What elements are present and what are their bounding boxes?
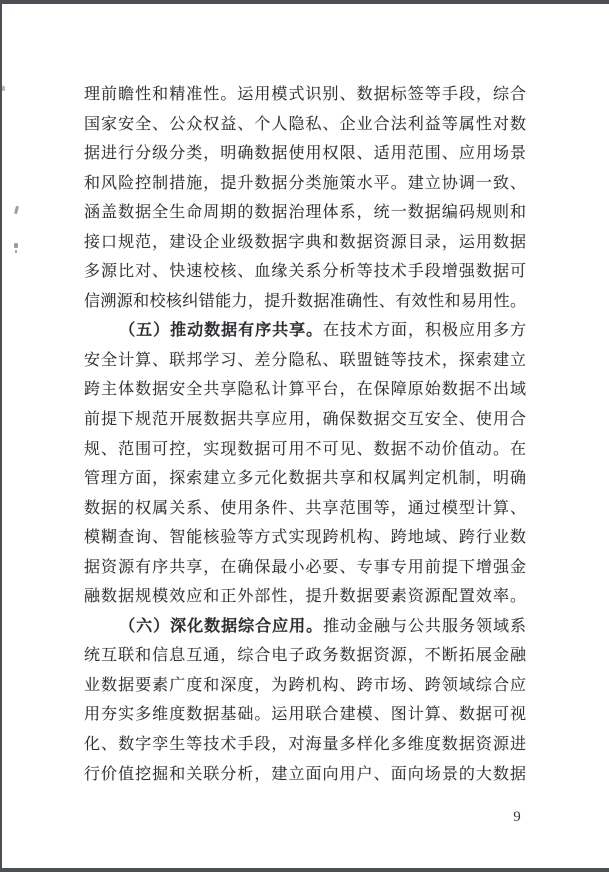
text-line <box>84 375 526 405</box>
paragraph-lead: （六）深化数据综合应用。 <box>119 617 324 635</box>
line-text: 和风险控制措施，提升数据分类施策水平。建立协调一致、 <box>84 174 526 192</box>
text-line <box>84 287 526 317</box>
line-text: 在技术方面，积极应用多方 <box>323 322 526 340</box>
text-line <box>84 405 526 435</box>
text-line <box>84 730 526 760</box>
line-text: 据资源有序共享，在确保最小必要、专事专用前提下增强金 <box>84 558 526 576</box>
text-line <box>84 110 526 140</box>
text-line <box>84 494 526 524</box>
text-line <box>84 760 526 790</box>
line-text: 国家安全、公众权益、个人隐私、企业合法利益等属性对数 <box>84 115 526 133</box>
line-text: 业数据要素广度和深度，为跨机构、跨市场、跨领域综合应 <box>84 676 526 694</box>
line-text: 模糊查询、智能核验等方式实现跨机构、跨地域、跨行业数 <box>84 529 526 547</box>
line-text: 融数据规模效应和正外部性，提升数据要素资源配置效率。 <box>84 588 526 606</box>
line-text: 涵盖数据全生命周期的数据治理体系，统一数据编码规则和 <box>84 204 526 222</box>
line-text: 据进行分级分类，明确数据使用权限、适用范围、应用场景 <box>84 145 526 163</box>
scan-border-top <box>0 0 609 4</box>
text-line <box>84 198 526 228</box>
text-line <box>84 641 526 671</box>
scan-artifact <box>2 86 5 91</box>
text-line <box>84 700 526 730</box>
line-text: 接口规范，建设企业级数据字典和数据资源目录，运用数据 <box>84 233 526 251</box>
text-line <box>84 464 526 494</box>
page-number: 9 <box>513 809 521 825</box>
text-line <box>84 257 526 287</box>
line-text: 信溯源和校核纠错能力，提升数据准确性、有效性和易用性。 <box>84 292 526 310</box>
line-text: 行价值挖掘和关联分析，建立面向用户、面向场景的大数据 <box>84 765 526 783</box>
line-text: 统互联和信息互通，综合电子政务数据资源，不断拓展金融 <box>84 647 526 665</box>
line-text: 安全计算、联邦学习、差分隐私、联盟链等技术，探索建立 <box>84 351 526 369</box>
text-line-section-6-heading <box>84 612 526 642</box>
line-text: 跨主体数据安全共享隐私计算平台，在保障原始数据不出域 <box>84 381 526 399</box>
text-line <box>84 582 526 612</box>
text-line <box>84 346 526 376</box>
scan-border-left <box>0 0 2 872</box>
line-text: 化、数字孪生等技术手段，对海量多样化多维度数据资源进 <box>84 736 526 754</box>
text-line <box>84 80 526 110</box>
scan-artifact <box>14 206 19 214</box>
line-text: 规、范围可控，实现数据可用不可见、数据不动价值动。在 <box>84 440 526 458</box>
text-line <box>84 671 526 701</box>
line-text: 用夯实多维度数据基础。运用联合建模、图计算、数据可视 <box>84 706 526 724</box>
paragraph-lead: （五）推动数据有序共享。 <box>119 322 324 340</box>
line-text: 理前瞻性和精准性。运用模式识别、数据标签等手段，综合 <box>84 86 526 103</box>
text-line <box>84 139 526 169</box>
scan-artifact <box>15 250 17 253</box>
text-line <box>84 523 526 553</box>
text-line <box>84 228 526 258</box>
scan-artifact <box>14 243 18 248</box>
line-text: 前提下规范开展数据共享应用，确保数据交互安全、使用合 <box>84 411 526 429</box>
text-line <box>84 553 526 583</box>
document-text-block <box>84 80 526 789</box>
line-text: 推动金融与公共服务领域系 <box>323 617 526 635</box>
text-line <box>84 435 526 465</box>
line-text: 管理方面，探索建立多元化数据共享和权属判定机制，明确 <box>84 470 526 488</box>
line-text: 数据的权属关系、使用条件、共享范围等，通过模型计算、 <box>84 499 526 517</box>
text-line <box>84 169 526 199</box>
scan-border-bottom <box>0 868 609 872</box>
line-text: 多源比对、快速校核、血缘关系分析等技术手段增强数据可 <box>84 263 526 281</box>
text-line-section-5-heading <box>84 316 526 346</box>
